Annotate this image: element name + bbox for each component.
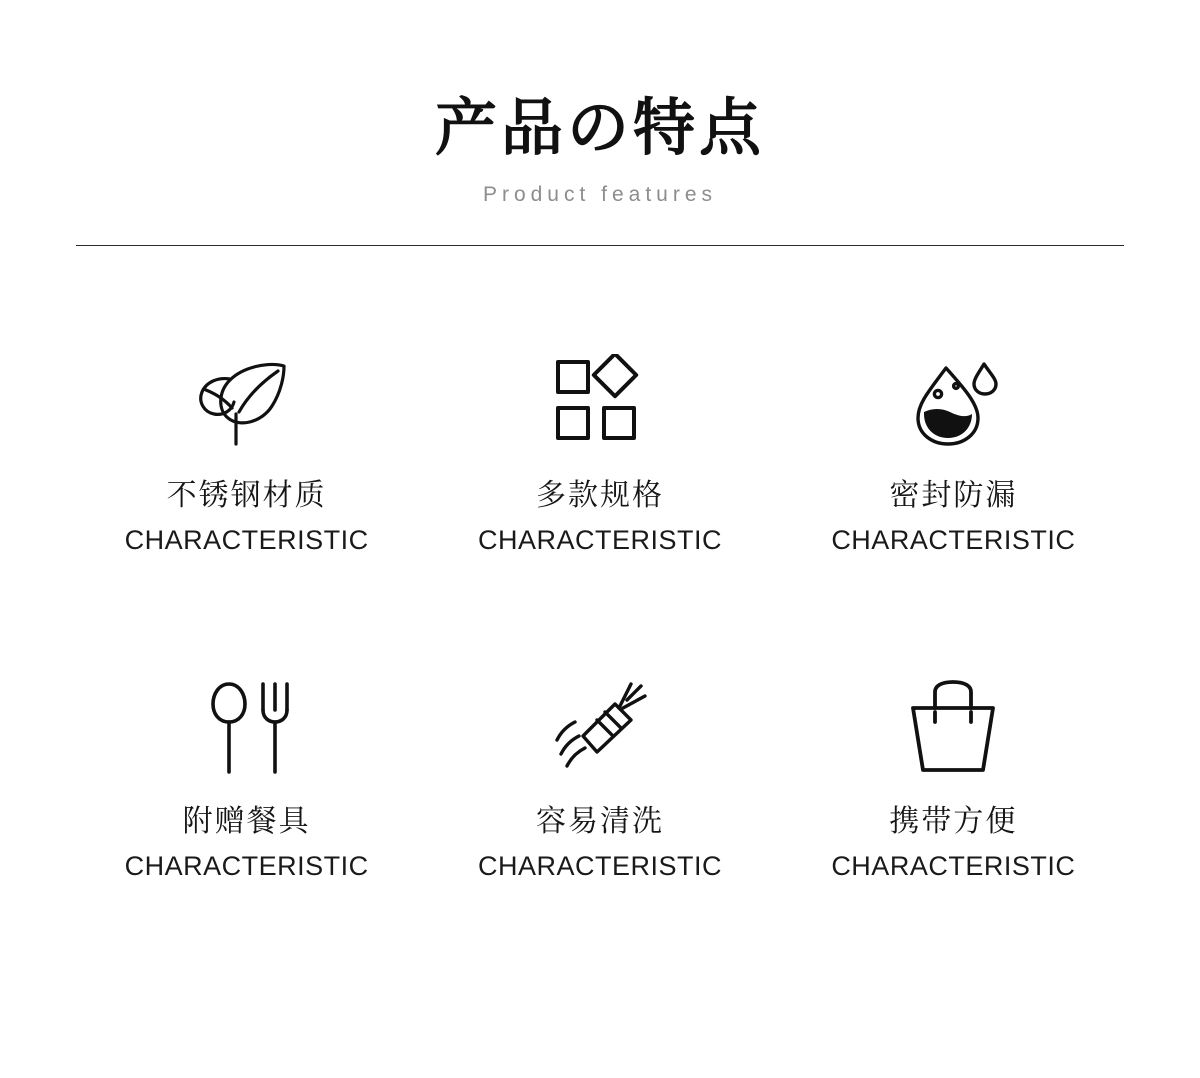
spray-clean-icon <box>545 668 655 788</box>
feature-item <box>777 342 1130 556</box>
feature-label-cn: 容易清洗 <box>535 804 664 838</box>
page-title: 产品の特点 <box>434 94 765 163</box>
page-subtitle: Product features <box>482 183 718 207</box>
feature-label-en: CHARACTERISTIC <box>831 850 1076 881</box>
feature-label-en: CHARACTERISTIC <box>477 850 722 881</box>
feature-item <box>423 342 776 556</box>
waterdrop-icon <box>898 342 1008 462</box>
shapes-icon <box>550 342 650 462</box>
shopping-bag-icon <box>903 668 1003 788</box>
feature-item <box>423 668 776 882</box>
feature-label-en: CHARACTERISTIC <box>124 850 369 881</box>
features-grid <box>70 342 1130 881</box>
page-header <box>0 0 1200 246</box>
feature-label-cn: 携带方便 <box>889 804 1018 838</box>
feature-label-cn: 附赠餐具 <box>182 804 311 838</box>
feature-label-en: CHARACTERISTIC <box>831 525 1076 556</box>
feature-item <box>70 342 423 556</box>
header-divider <box>76 245 1124 246</box>
feature-item <box>777 668 1130 882</box>
feature-item <box>70 668 423 882</box>
feature-label-cn: 密封防漏 <box>889 479 1018 513</box>
feature-label-en: CHARACTERISTIC <box>124 525 369 556</box>
feature-label-cn: 不锈钢材质 <box>166 479 327 513</box>
feature-label-en: CHARACTERISTIC <box>477 525 722 556</box>
cutlery-icon <box>201 668 293 788</box>
feature-label-cn: 多款规格 <box>535 479 664 513</box>
leaf-icon <box>192 342 302 462</box>
